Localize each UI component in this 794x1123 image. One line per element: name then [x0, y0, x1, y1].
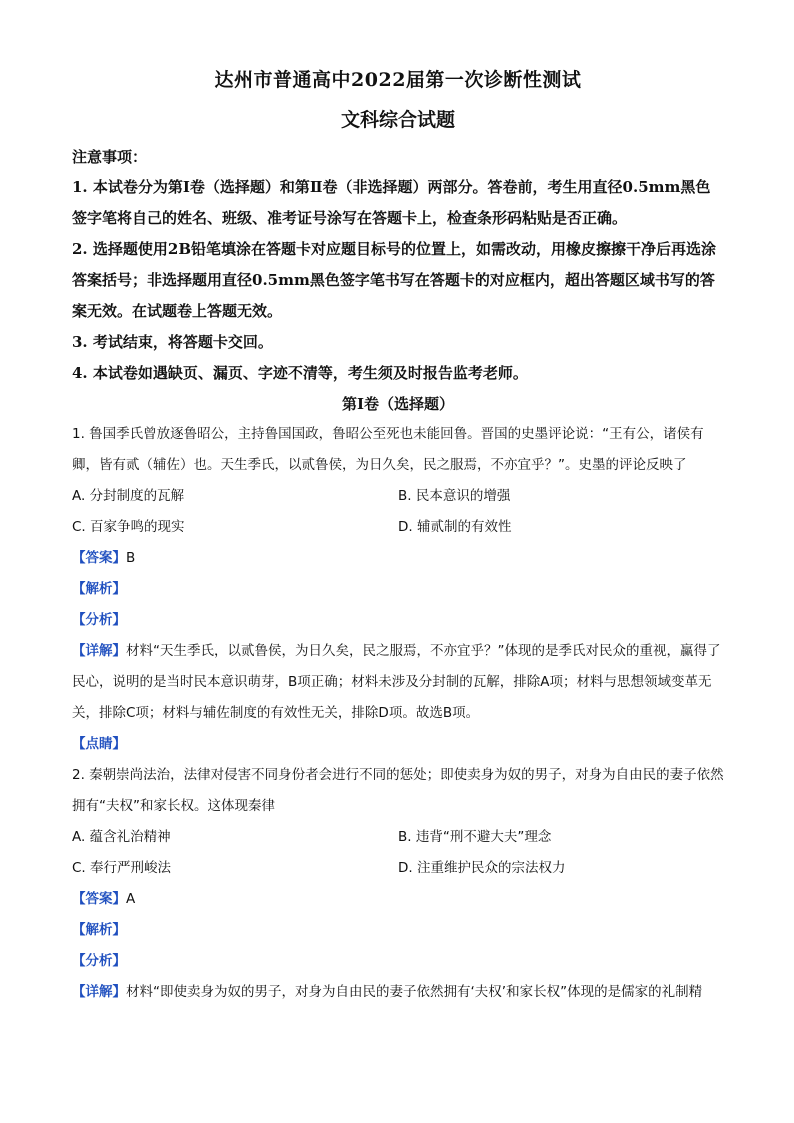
- detail-label: 【详解】: [72, 984, 126, 1000]
- notice-heading: 注意事项：: [72, 148, 148, 166]
- question-2-option-b: B. 违背“刑不避大夫”理念: [398, 829, 552, 845]
- question-2-options: [72, 822, 724, 884]
- question-1-answer: [72, 543, 724, 574]
- notice-item-3: 3. 考试结束，将答题卡交回。: [72, 333, 273, 351]
- question-2-option-d: D. 注重维护民众的宗法权力: [398, 860, 566, 876]
- detail-text: 材料“天生季氏，以贰鲁侯，为日久矣，民之服焉，不亦宜乎？”体现的是季氏对民众的重视，赢得了民心，说明的是当时民本意识萌芽，B项正确；材料未涉及分封制的瓦解，排除A项；材料与思想领域变革无关，排除C项；材料与辅佐制度的有效性无关，排除D项。故选B项。: [72, 643, 721, 721]
- answer-value: A: [126, 891, 136, 907]
- detail-label: 【详解】: [72, 643, 126, 659]
- answer-label: 【答案】: [72, 891, 126, 907]
- question-1-option-c: C. 百家争鸣的现实: [72, 519, 185, 535]
- notice-item-2: 2. 选择题使用2B铅笔填涂在答题卡对应题目标号的位置上，如需改动，用橡皮擦擦干净后再选涂答案括号；非选择题用直径0.5mm黑色签字笔书写在答题卡的对应框内，超出答题区域书写的答案无效。在试题卷上答题无效。: [72, 240, 717, 320]
- exam-page: [72, 66, 724, 1008]
- question-1-detail: [72, 636, 724, 729]
- question-1-option-d: D. 辅贰制的有效性: [398, 519, 512, 535]
- question-1-options: [72, 481, 724, 543]
- question-2-answer: [72, 884, 724, 915]
- notice-item-1: 1. 本试卷分为第Ⅰ卷（选择题）和第Ⅱ卷（非选择题）两部分。答卷前，考生用直径0.5mm黑色签字笔将自己的姓名、班级、准考证号涂写在答题卡上，检查条形码粘贴是否正确。: [72, 178, 711, 227]
- dianjing-label: 【点睛】: [72, 736, 126, 752]
- question-2-detail: [72, 977, 724, 1008]
- question-1-stem: 1. 鲁国季氏曾放逐鲁昭公，主持鲁国国政，鲁昭公至死也未能回鲁。晋国的史墨评论说：“王有公，诸侯有卿，皆有贰（辅佐）也。天生季氏，以贰鲁侯，为日久矣，民之服焉，不亦宜乎？”。史墨的评论反映了: [72, 426, 704, 473]
- page-title: 达州市普通高中2022届第一次诊断性测试: [214, 69, 582, 91]
- fenxi-label: 【分析】: [72, 953, 126, 969]
- section-title: 第Ⅰ卷（选择题）: [341, 395, 455, 413]
- page-subtitle: 文科综合试题: [340, 109, 455, 131]
- fenxi-label: 【分析】: [72, 612, 126, 628]
- question-2-option-c: C. 奉行严刑峻法: [72, 860, 172, 876]
- analysis-label: 【解析】: [72, 922, 126, 938]
- answer-value: B: [126, 550, 136, 566]
- question-2-option-a: A. 蕴含礼治精神: [72, 829, 171, 845]
- answer-label: 【答案】: [72, 550, 126, 566]
- question-1-option-b: B. 民本意识的增强: [398, 488, 511, 504]
- question-2-stem: 2. 秦朝崇尚法治，法律对侵害不同身份者会进行不同的惩处；即使卖身为奴的男子，对身为自由民的妻子依然拥有“夫权”和家长权。这体现秦律: [72, 767, 724, 814]
- question-1-option-a: A. 分封制度的瓦解: [72, 488, 185, 504]
- analysis-label: 【解析】: [72, 581, 126, 597]
- notice-item-4: 4. 本试卷如遇缺页、漏页、字迹不清等，考生须及时报告监考老师。: [72, 364, 528, 382]
- detail-text: 材料“即使卖身为奴的男子，对身为自由民的妻子依然拥有‘夫权’和家长权”体现的是儒家的礼制精: [126, 984, 703, 1000]
